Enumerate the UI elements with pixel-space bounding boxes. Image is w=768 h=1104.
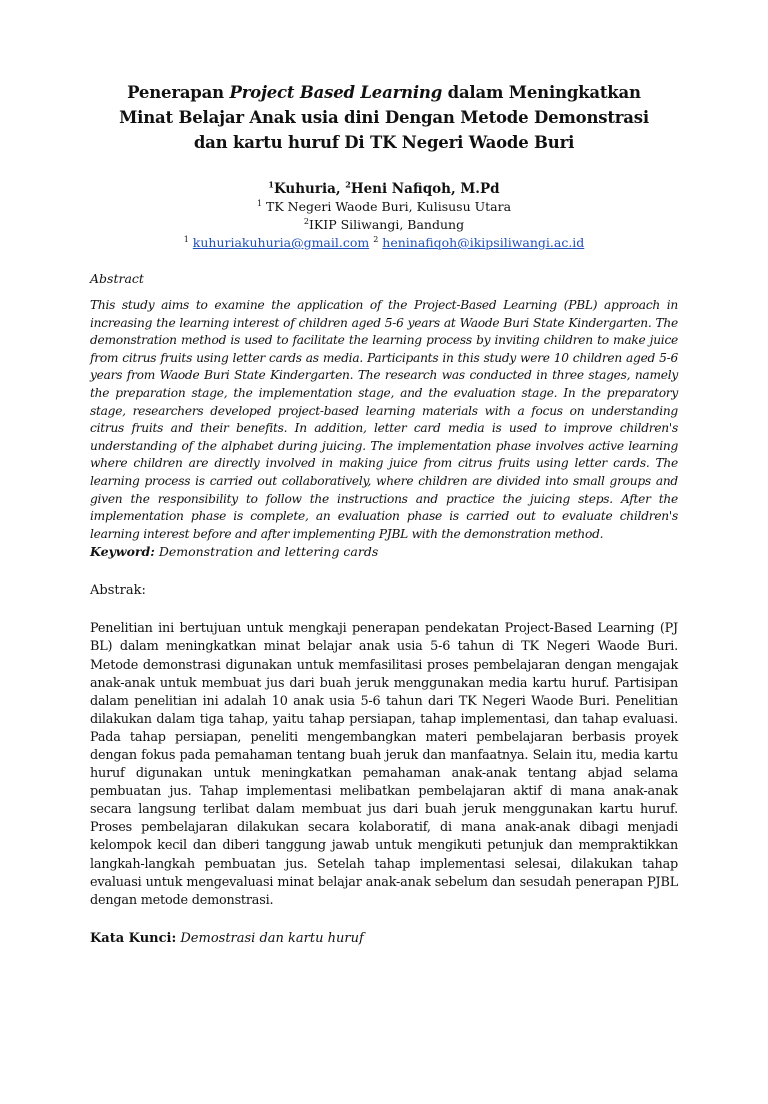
email-link-2[interactable]: heninafiqoh@ikipsiliwangi.ac.id <box>382 235 585 250</box>
abstrak-body: Penelitian ini bertujuan untuk mengkaji penerapan pendekatan Project-Based Learning (PJ BL) dalam meningkatkan minat belajar anak usia 5-6 tahun di TK Negeri Waode Buri. Metode demonstrasi digunakan untuk memfasilitasi proses pembelajaran dengan mengajak anak-anak untuk membuat jus dari buah jeruk menggunakan media kartu huruf. Partisipan dalam penelitian ini adalah 10 anak usia 5-6 tahun dari TK Negeri Waode Buri. Penelitian dilakukan dalam tiga tahap, yaitu tahap persiapan, tahap implementasi, dan tahap evaluasi. Pada tahap persiapan, peneliti mengembangkan materi pembelajaran berbasis proyek dengan fokus pada pemahaman tentang buah jeruk dan manfaatnya. Selain itu, media kartu huruf digunakan untuk meningkatkan pemahaman anak-anak tentang abjad selama pembuatan jus. Tahap implementasi melibatkan pembelajaran aktif di mana anak-anak secara langsung terlibat dalam membuat jus dari buah jeruk menggunakan kartu huruf. Proses pembelajaran dilakukan secara kolaboratif, di mana anak-anak dibagi menjadi kelompok kecil dan diberi tanggung jawab untuk mengikuti petunjuk dan mempraktikkan langkah-langkah pembuatan jus. Setelah tahap implementasi selesai, dilakukan tahap evaluasi untuk mengevaluasi minat belajar anak-anak sebelum dan sesudah penerapan PJBL dengan metode demonstrasi. <box>90 621 678 908</box>
title-italic-term: Project Based Learning <box>229 83 443 102</box>
email-link-1[interactable]: kuhuriakuhuria@gmail.com <box>192 235 370 250</box>
author-2: Heni Nafiqoh, M.Pd <box>350 181 500 197</box>
abstrak-keywords <box>90 930 678 948</box>
title-line-1: Penerapan Project Based Learning dalam Meningkatkan <box>127 83 641 102</box>
keyword-text: Demonstration and lettering cards <box>154 544 379 560</box>
title-line-2: Minat Belajar Anak usia dini Dengan Metode Demonstrasi <box>119 108 649 127</box>
author-list: $^1$Kuhuria, $^2$Heni Nafiqoh, M.Pd <box>268 179 500 197</box>
affiliation-1: $^1$ TK Negeri Waode Buri, Kulisusu Utara <box>256 198 512 214</box>
abstract-body: This study aims to examine the application of the Project-Based Learning (PBL) approach in increasing the learning interest of children aged 5-6 years at Waode Buri State Kindergarten. The demonstration method is used to facilitate the learning process by inviting children to make juice from citrus fruits using letter cards as media. Participants in this study were 10 children aged 5-6 years from Waode Buri State Kindergarten. The research was conducted in three stages, namely the preparation stage, the implementation stage, and the evaluation stage. In the preparatory stage, researchers developed project-based learning materials with a focus on understanding citrus fruits and their benefits. In addition, letter card media is used to improve children's understanding of the alphabet during juicing. The implementation phase involves active learning where children are directly involved in making juice from citrus fruits using letter cards. The learning process is carried out collaboratively, where children are divided into small groups and given the responsibility to follow the instructions and practice the juicing steps. After the implementation phase is complete, an evaluation phase is carried out to evaluate children's learning interest before and after implementing PJBL with the demonstration method. <box>90 298 678 541</box>
paper-page <box>0 80 768 1104</box>
paper-title <box>90 80 678 155</box>
abstrak-heading: Abstrak: <box>90 583 146 599</box>
keyword-label: Keyword: <box>90 544 155 560</box>
author-emails: $^1$ kuhuriakuhuria@gmail.com $^2$ heninafiqoh@ikipsiliwangi.ac.id <box>183 234 585 250</box>
affiliation-2: $^2$IKIP Siliwangi, Bandung <box>303 216 465 232</box>
kata-kunci-text: Demostrasi dan kartu huruf <box>176 930 364 946</box>
abstract-keywords <box>90 543 678 560</box>
kata-kunci-label: Kata Kunci: <box>90 930 177 946</box>
title-line-3: dan kartu huruf Di TK Negeri Waode Buri <box>193 133 575 152</box>
author-1: Kuhuria, <box>273 181 346 197</box>
abstract-heading: Abstract <box>90 271 144 286</box>
